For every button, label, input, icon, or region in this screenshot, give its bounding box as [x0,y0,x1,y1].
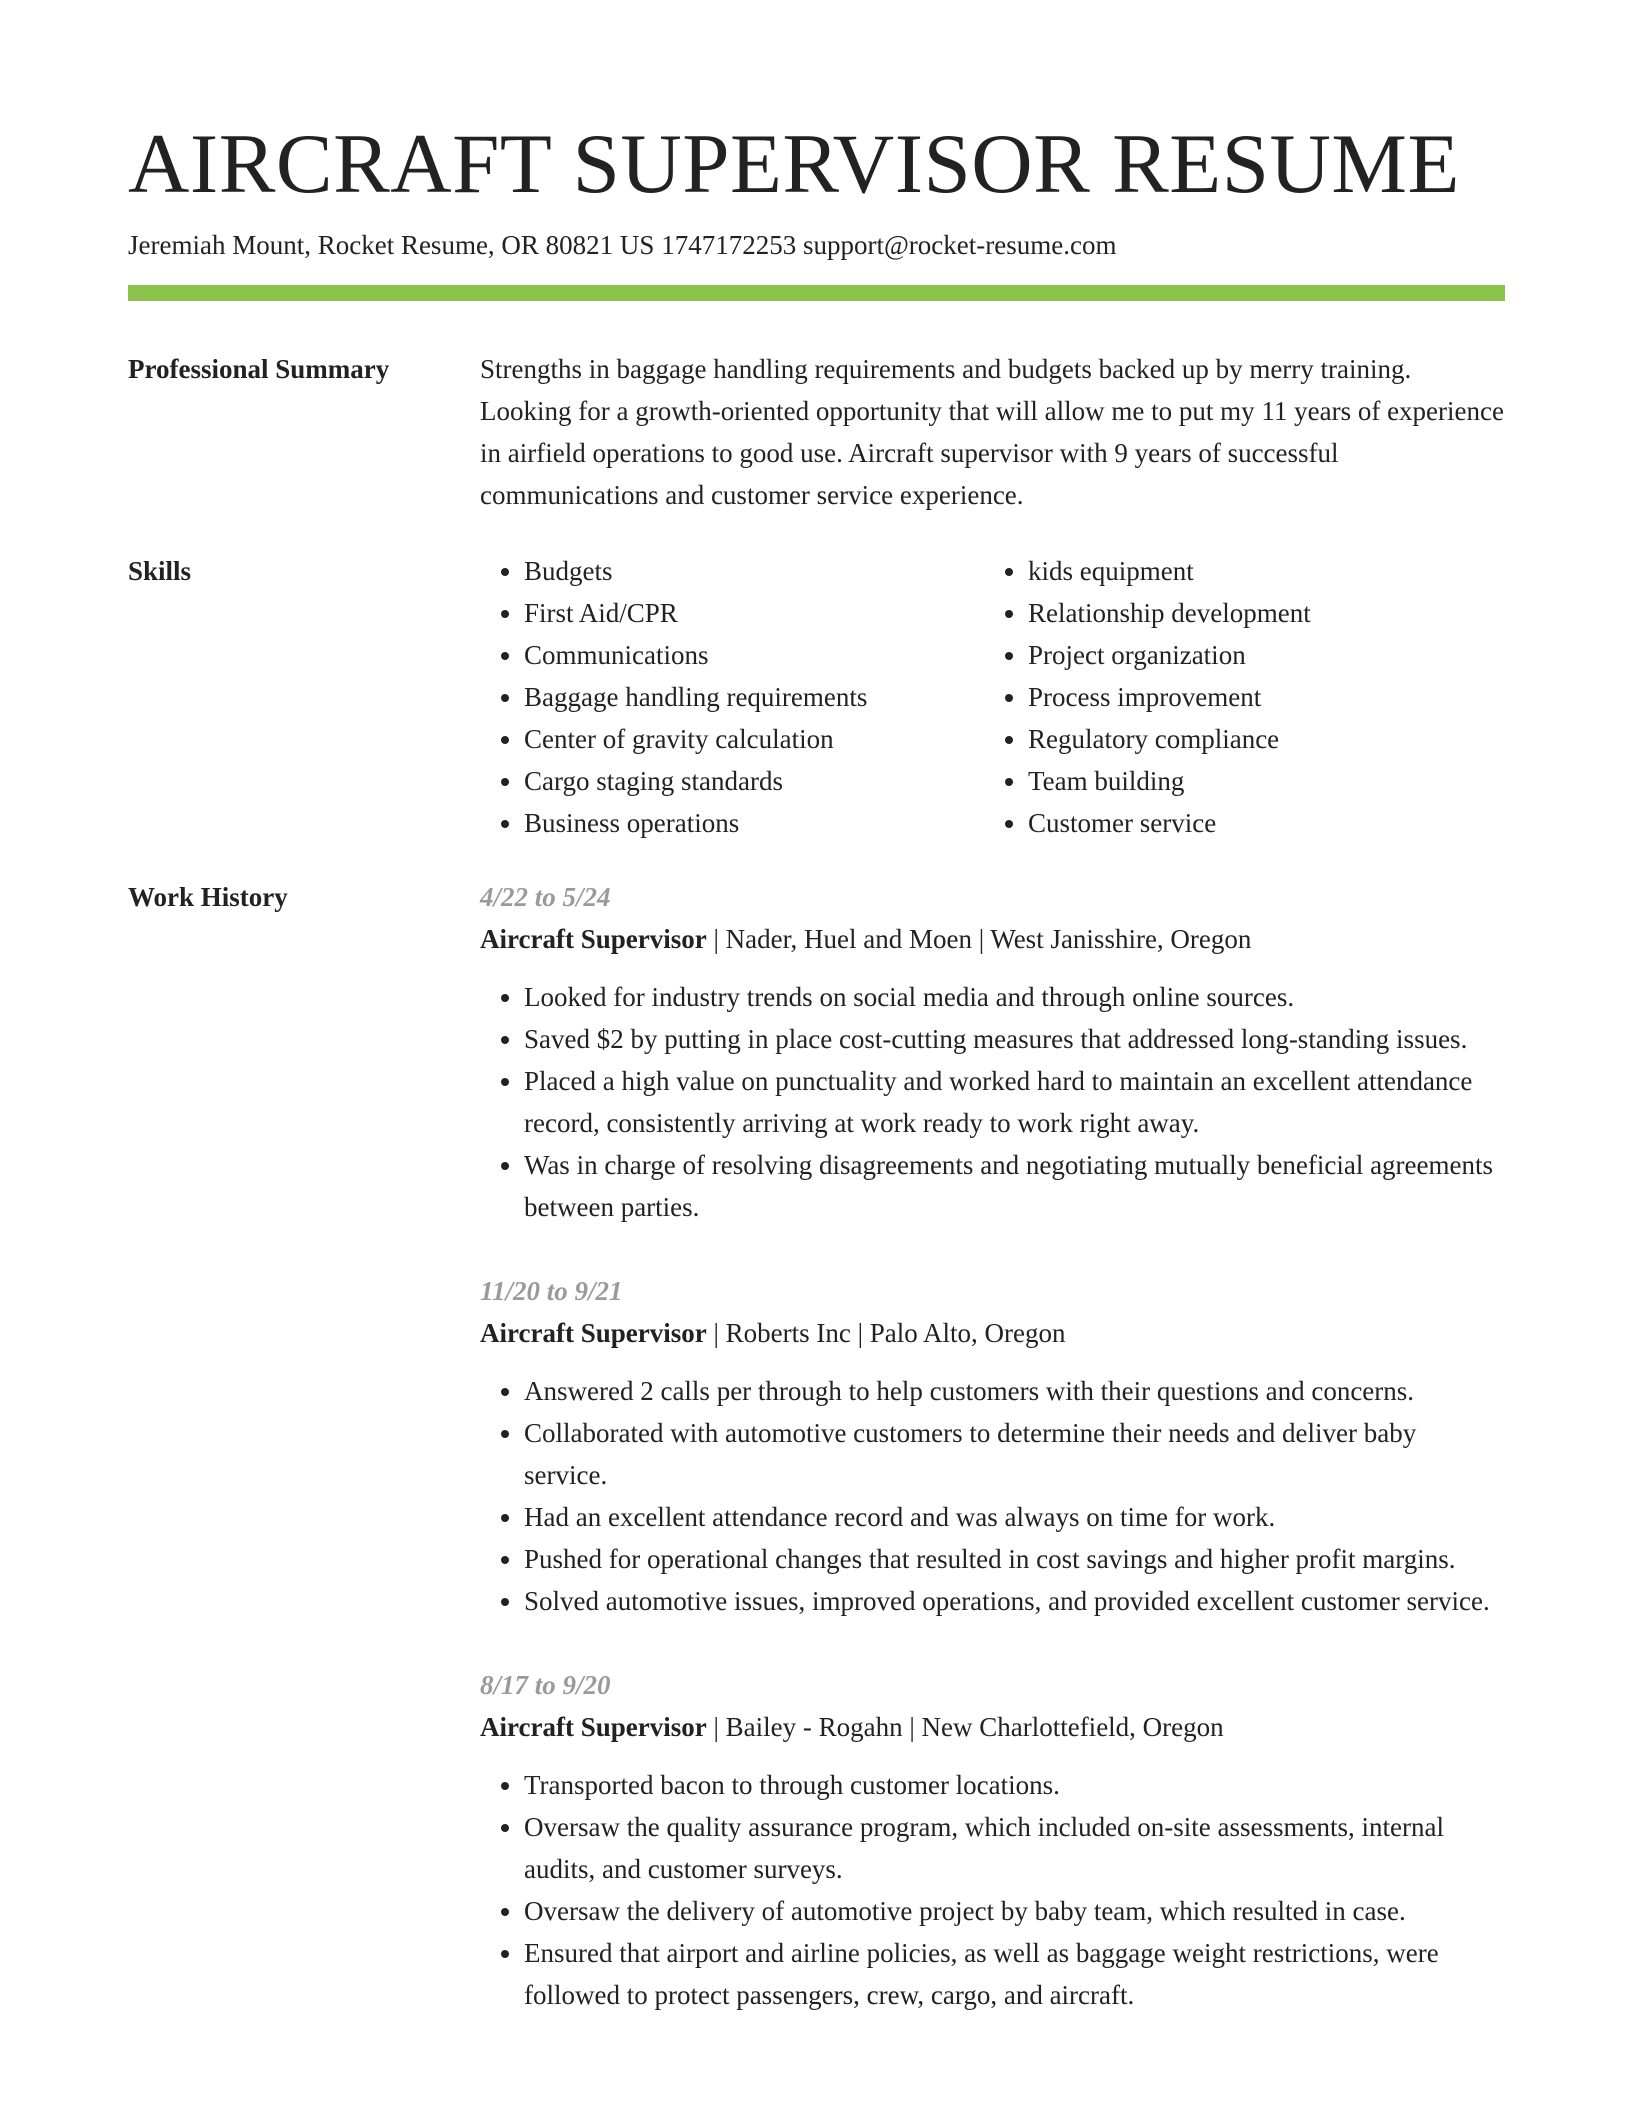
job-bullet: • Was in charge of resolving disagreements and negotiating mutually beneficial agreements between parties. [524,1144,1505,1228]
skill-item: • Business operations [524,802,984,844]
resume-title: AIRCRAFT SUPERVISOR RESUME [128,117,1460,211]
job-bullet: • Oversaw the delivery of automotive project by baby team, which resulted in case. [524,1890,1505,1932]
section-label-work-history: Work History [128,882,288,912]
skills-section [128,550,1505,850]
accent-divider [128,285,1505,301]
job-bullet: • Ensured that airport and airline policies, as well as baggage weight restrictions, were followed to protect passengers, crew, cargo, and aircraft. [524,1932,1505,2016]
job-dates: 11/20 to 9/21 [480,1276,623,1306]
job-dates: 8/17 to 9/20 [480,1670,611,1700]
skill-item: • Customer service [1028,802,1498,844]
job-title: Aircraft Supervisor [480,924,707,954]
summary-section [128,348,1505,518]
job-bullet: • Transported bacon to through customer locations. [524,1764,1505,1806]
summary-body [480,348,1505,516]
job-bullet-list [480,1764,1505,2016]
job-dates: 4/22 to 5/24 [480,882,611,912]
section-label-skills: Skills [128,556,192,586]
skills-columns [480,550,1505,844]
skill-item: • Regulatory compliance [1028,718,1498,760]
skill-item: • Project organization [1028,634,1498,676]
skill-item: • Communications [524,634,984,676]
job-employer-location: | Roberts Inc | Palo Alto, Oregon [706,1318,1066,1348]
skills-body [480,550,1505,844]
job-employer-location: | Bailey - Rogahn | New Charlottefield, Oregon [706,1712,1224,1742]
job-bullet: • Placed a high value on punctuality and worked hard to maintain an excellent attendance record, consistently arriving at work ready to work right away. [524,1060,1505,1144]
job-bullet: • Oversaw the quality assurance program, which included on-site assessments, internal audits, and customer surveys. [524,1806,1505,1890]
resume-header [128,118,1505,263]
skill-item: • Process improvement [1028,676,1498,718]
job-employer-location: | Nader, Huel and Moen | West Janisshire, Oregon [706,924,1252,954]
job-bullet-list [480,976,1505,1228]
skill-item: • First Aid/CPR [524,592,984,634]
job-bullet: • Had an excellent attendance record and was always on time for work. [524,1496,1505,1538]
skill-item: • kids equipment [1028,550,1498,592]
job-bullet: • Answered 2 calls per through to help customers with their questions and concerns. [524,1370,1505,1412]
skill-item: • Cargo staging standards [524,760,984,802]
job-bullet: • Looked for industry trends on social media and through online sources. [524,976,1505,1018]
contact-line: Jeremiah Mount, Rocket Resume, OR 80821 US 1747172253 support@rocket-resume.com [128,229,1117,260]
job-heading [480,918,1505,960]
job-bullet: • Pushed for operational changes that resulted in cost savings and higher profit margins. [524,1538,1505,1580]
skills-list-left [480,550,984,844]
job-bullet-list [480,1370,1505,1622]
skill-item: • Relationship development [1028,592,1498,634]
job-heading [480,1312,1505,1354]
job-entry [480,1664,1505,2016]
job-entry [480,876,1505,1228]
summary-text: Strengths in baggage handling requirements and budgets backed up by merry training. Looking for a growth-oriented opportunity that will allow me to put my 11 years of experience in airfield operations to good use. Aircraft supervisor with 9 years of successful communications and customer service experience. [480,354,1504,510]
job-bullet: • Solved automotive issues, improved operations, and provided excellent customer service. [524,1580,1505,1622]
job-title: Aircraft Supervisor [480,1318,707,1348]
skill-item: • Center of gravity calculation [524,718,984,760]
job-bullet: • Collaborated with automotive customers to determine their needs and deliver baby service. [524,1412,1505,1496]
work-history-body [480,876,1505,2058]
job-entry [480,1270,1505,1622]
job-heading [480,1706,1505,1748]
work-history-section [128,876,1505,2112]
skill-item: • Budgets [524,550,984,592]
job-title: Aircraft Supervisor [480,1712,707,1742]
skill-item: • Team building [1028,760,1498,802]
section-label-summary: Professional Summary [128,354,390,384]
skill-item: • Baggage handling requirements [524,676,984,718]
skills-list-right [984,550,1498,844]
job-bullet: • Saved $2 by putting in place cost-cutting measures that addressed long-standing issues. [524,1018,1505,1060]
